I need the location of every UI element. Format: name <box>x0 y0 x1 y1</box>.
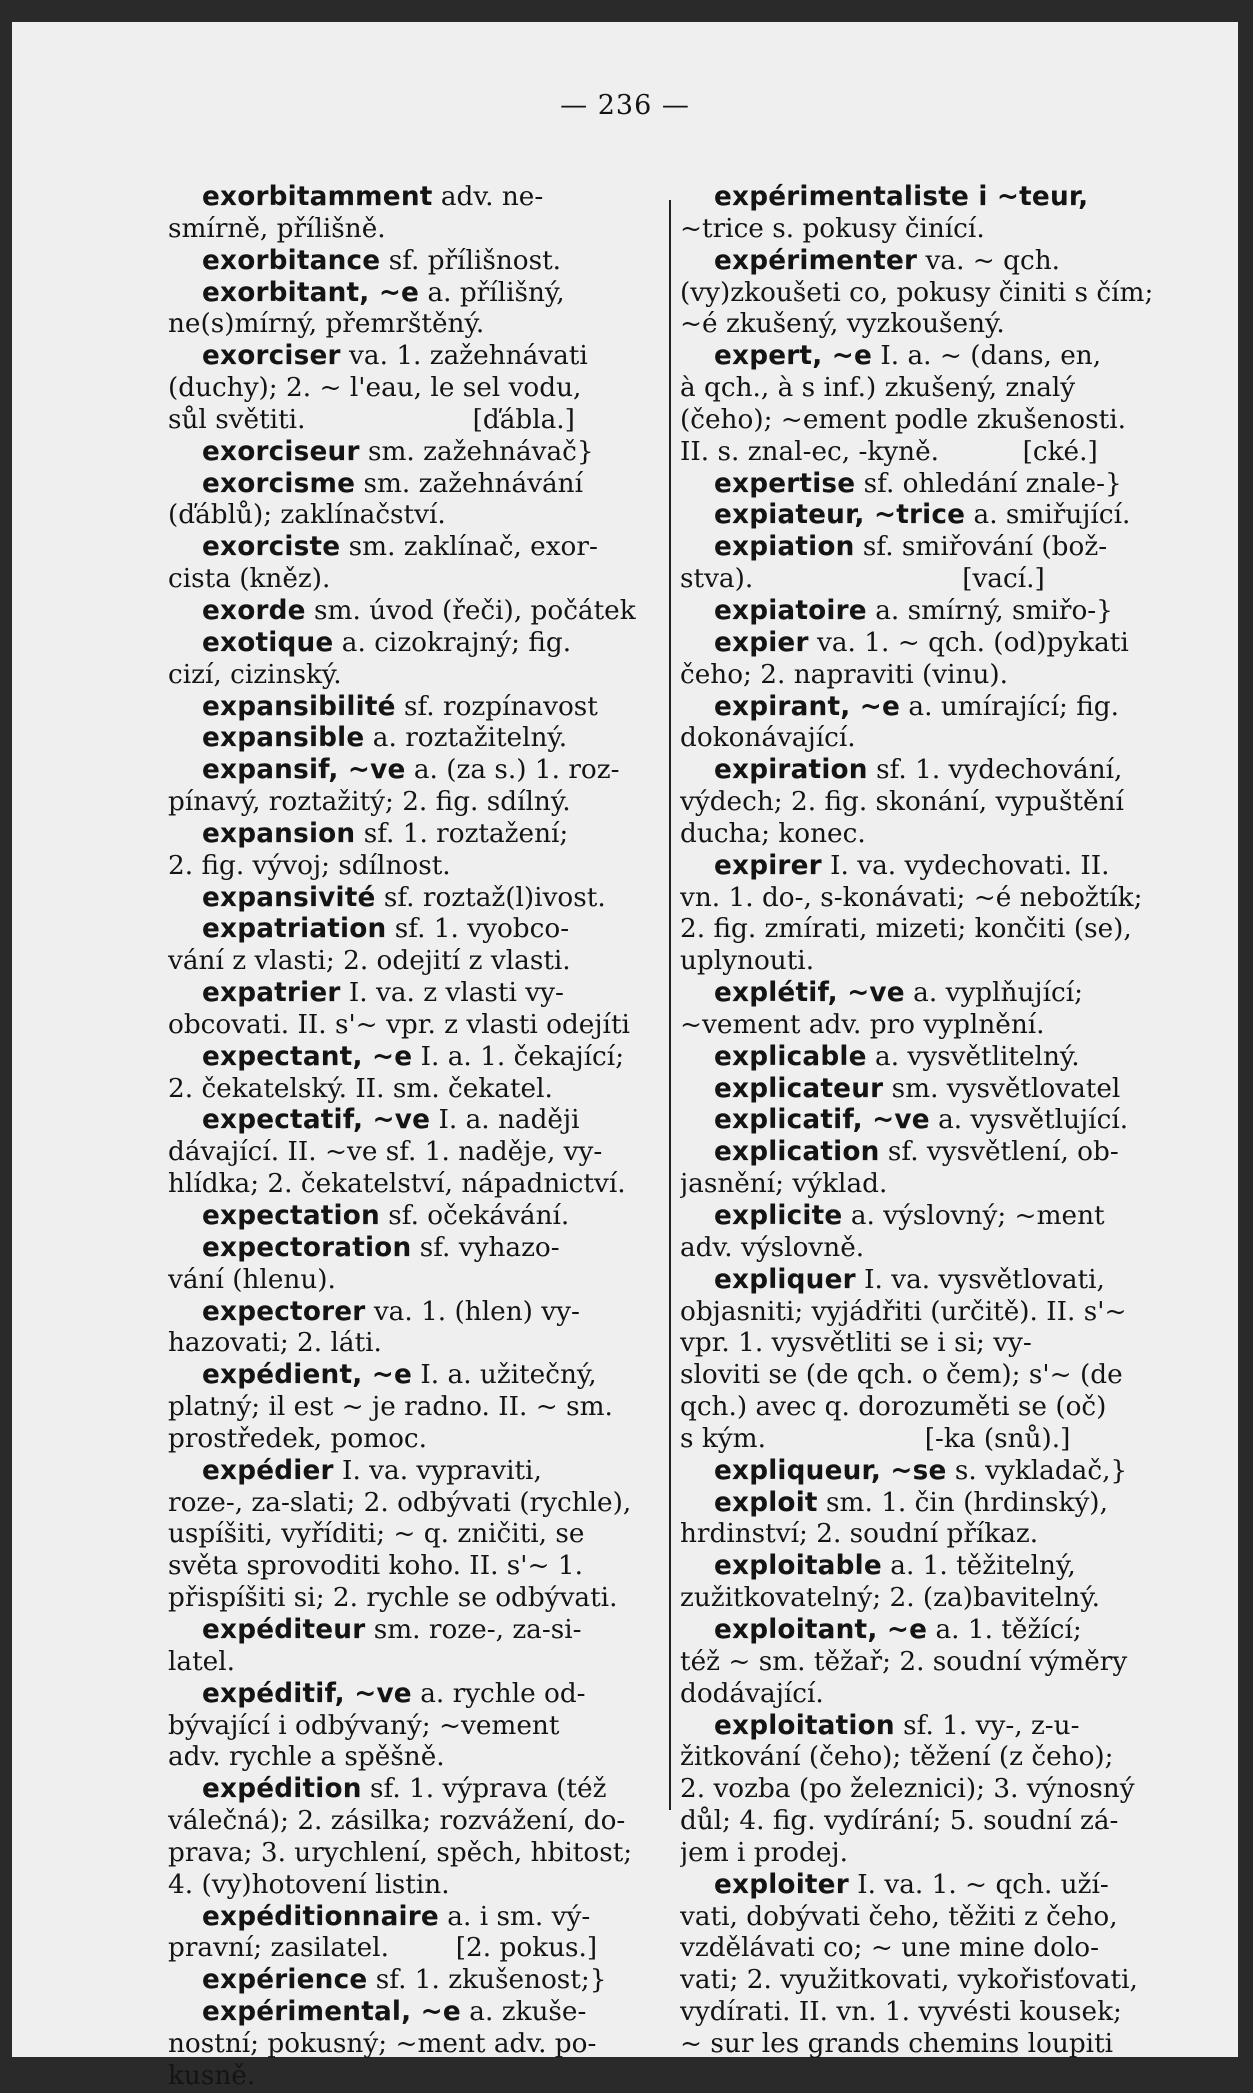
headword: expérimenter <box>714 245 918 276</box>
entry-continuation: uplynouti. <box>680 946 815 977</box>
headword: explicite <box>714 1201 843 1231</box>
definition: a. smírný, smiřo-} <box>866 595 1113 626</box>
entry-headline <box>168 819 658 851</box>
entry-continuation: přispíšiti si; 2. rychle se odbývati. <box>168 1583 618 1614</box>
headword: expérimental, ~e <box>202 1997 461 2028</box>
definition: I. a. naději <box>430 1105 580 1136</box>
entry-headline <box>168 1679 658 1711</box>
headword: explicable <box>714 1041 867 1072</box>
definition: sf. vysvětlení, ob- <box>879 1137 1119 1168</box>
definition: sf. ohledání znale-} <box>855 468 1122 499</box>
headword: exploit <box>714 1487 818 1518</box>
definition: sf. rozpínavost <box>395 691 598 722</box>
entry-continuation: platný; il est ~ je radno. II. ~ sm. <box>168 1392 613 1423</box>
entry-headline <box>680 246 1178 278</box>
entry-continuation: vání (hlenu). <box>168 1264 336 1295</box>
entry-continuation: jasnění; výklad. <box>680 1169 888 1200</box>
headword: exorde <box>202 595 306 626</box>
headword: exorbitamment <box>202 182 433 212</box>
definition: sf. 1. výprava (též <box>361 1774 607 1805</box>
entry-headline <box>168 883 658 915</box>
definition: a. cizokrajný; fig. <box>333 627 572 658</box>
definition: sm. 1. čin (hrdinský), <box>817 1487 1108 1518</box>
entry-continuation: důl; 4. fig. vydírání; 5. soudní zá- <box>680 1806 1119 1837</box>
entry-headline <box>680 1265 1178 1297</box>
entry-continuation: smírně, přílišně. <box>168 213 386 244</box>
definition: sm. zažehnávání <box>355 468 584 499</box>
entry-continuation: ~trice s. pokusy činící. <box>680 213 985 244</box>
definition: a. i sm. vý- <box>438 1901 591 1932</box>
headword: exorcisme <box>202 468 356 499</box>
entry-continuation: válečná); 2. zásilka; rozvážení, do- <box>168 1806 626 1837</box>
entry-headline <box>680 469 1178 501</box>
entry-headline <box>168 978 658 1010</box>
entry-headline <box>168 723 658 755</box>
entry-continuation: pínavý, roztažitý; 2. fig. sdílný. <box>168 787 571 818</box>
entry-continuation: cizí, cizinský. <box>168 659 342 690</box>
entry-headline <box>680 1042 1178 1074</box>
entry-continuation: adv. výslovně. <box>680 1232 865 1263</box>
entry-continuation: sloviti se (de qch. o čem); s'~ (de <box>680 1360 1123 1391</box>
definition: sm. zažehnávač} <box>359 436 594 467</box>
definition: I. va. vydechovati. II. <box>821 850 1110 881</box>
entry-headline <box>168 1615 658 1647</box>
entry-continuation: kusně. <box>168 2060 256 2091</box>
entry-headline <box>680 1488 1178 1520</box>
entry-headline <box>168 532 658 564</box>
entry-continuation: čeho; 2. napraviti (vinu). <box>680 659 1009 690</box>
headword: exorbitant, ~e <box>202 277 420 308</box>
entry-continuation: ne(s)mírný, přemrštěný. <box>168 309 485 340</box>
entry-headline <box>168 692 658 724</box>
definition: a. umírající; fig. <box>900 691 1120 722</box>
entry-headline <box>168 182 658 214</box>
definition: adv. ne- <box>432 182 544 212</box>
headword: exploitation <box>714 1710 895 1741</box>
entry-headline <box>168 1997 658 2029</box>
entry-headline <box>168 1297 658 1329</box>
right-column <box>680 182 1178 2061</box>
definition: sm. roze-, za-si- <box>365 1614 582 1645</box>
definition: a. přílišný, <box>419 277 565 308</box>
headword: expectoration <box>202 1232 412 1263</box>
headword: expatrier <box>202 978 341 1009</box>
headword: expiateur, ~trice <box>714 500 966 531</box>
definition: sf. 1. vy-, z-u- <box>894 1710 1080 1741</box>
headword: expiation <box>714 532 855 563</box>
headword: explicateur <box>714 1073 884 1104</box>
definition: sf. očekávání. <box>379 1201 570 1231</box>
entry-headline <box>680 628 1178 660</box>
definition: a. 1. těžitelný, <box>881 1551 1076 1582</box>
definition: a. vyplňující; <box>904 978 1083 1009</box>
entry-headline <box>680 341 1178 373</box>
entry-continuation: uspíšiti, vyříditi; ~ q. zničiti, se <box>168 1519 585 1550</box>
definition: a. (za s.) 1. roz- <box>405 755 620 786</box>
page-number: — 236 — <box>560 90 690 121</box>
headword: explication <box>714 1137 880 1168</box>
entry-continuation: vn. 1. do-, s-konávati; ~é nebožtík; <box>680 882 1143 913</box>
entry-continuation: adv. rychle a spěšně. <box>168 1742 445 1773</box>
entry-headline <box>680 1551 1178 1583</box>
entry-continuation: (duchy); 2. ~ l'eau, le sel vodu, <box>168 373 582 404</box>
entry-headline <box>680 755 1178 787</box>
entry-continuation: 2. fig. zmírati, mizeti; končiti (se), <box>680 914 1132 945</box>
entry-continuation: latel. <box>168 1646 235 1677</box>
entry-continuation: dávající. II. ~ve sf. 1. naděje, vy- <box>168 1137 603 1168</box>
headword: expertise <box>714 468 856 499</box>
entry-continuation: ~é zkušený, vyzkoušený. <box>680 309 1005 340</box>
entry-headline <box>168 1042 658 1074</box>
definition: sf. 1. vydechování, <box>867 755 1123 786</box>
entry-headline <box>168 1774 658 1806</box>
headword: expectation <box>202 1201 380 1231</box>
headword: explicatif, ~ve <box>714 1105 930 1136</box>
entry-headline <box>168 246 658 278</box>
entry-continuation: též ~ sm. těžař; 2. soudní výměry <box>680 1646 1128 1677</box>
entry-continuation: hazovati; 2. láti. <box>168 1328 382 1359</box>
headword: expectatif, ~ve <box>202 1105 431 1136</box>
entry-continuation: 2. čekatelský. II. sm. čekatel. <box>168 1073 553 1104</box>
entry-continuation: pravní; zasilatel. [2. pokus.] <box>168 1933 598 1964</box>
definition: a. zkuše- <box>460 1997 587 2028</box>
entry-continuation: ~ sur les grands chemins loupiti <box>680 2028 1114 2059</box>
headword: expédier <box>202 1455 334 1486</box>
entry-headline <box>680 182 1178 214</box>
definition: s. vykladač,} <box>946 1455 1128 1486</box>
headword: exotique <box>202 627 334 658</box>
entry-continuation: prava; 3. urychlení, spěch, hbitost; <box>168 1837 633 1868</box>
headword: expansivité <box>202 882 376 913</box>
entry-headline <box>680 978 1178 1010</box>
definition: a. smiřující. <box>965 500 1131 531</box>
entry-headline <box>168 1105 658 1137</box>
definition: a. výslovný; ~ment <box>842 1201 1105 1231</box>
definition: a. vysvětlující. <box>929 1105 1129 1136</box>
entry-headline <box>680 1870 1178 1902</box>
headword: expédient, ~e <box>202 1360 413 1391</box>
entry-continuation: 4. (vy)hotovení listin. <box>168 1869 450 1900</box>
definition: a. roztažitelný. <box>364 723 568 754</box>
entry-headline <box>680 1137 1178 1169</box>
headword: exorbitance <box>202 245 381 276</box>
entry-headline <box>680 596 1178 628</box>
definition: I. va. z vlasti vy- <box>340 978 564 1009</box>
definition: sf. smiřování (bož- <box>854 532 1108 563</box>
definition: sf. 1. vyobco- <box>386 914 570 945</box>
entry-continuation: dokonávající. <box>680 723 856 754</box>
entry-continuation: II. s. znal-ec, -kyně. [cké.] <box>680 436 1098 467</box>
entry-continuation: qch.) avec q. dorozuměti se (oč) <box>680 1392 1107 1423</box>
headword: expectorer <box>202 1296 366 1327</box>
entry-headline <box>168 341 658 373</box>
definition: va. ~ qch. <box>917 245 1061 276</box>
definition: sm. úvod (řeči), počátek <box>305 595 636 626</box>
entry-headline <box>168 1233 658 1265</box>
entry-headline <box>680 532 1178 564</box>
headword: expliqueur, ~se <box>714 1455 947 1486</box>
entry-continuation: cista (kněz). <box>168 564 331 595</box>
entry-headline <box>168 278 658 310</box>
definition: sf. přílišnost. <box>380 245 562 276</box>
headword: exploiter <box>714 1869 849 1900</box>
headword: expectant, ~e <box>202 1041 413 1072</box>
entry-headline <box>168 1902 658 1934</box>
entry-continuation: sůl světiti. [ďábla.] <box>168 404 575 435</box>
definition: sf. vyhazo- <box>411 1232 560 1263</box>
entry-continuation: ~vement adv. pro vyplnění. <box>680 1009 1045 1040</box>
entry-continuation: (čeho); ~ement podle zkušenosti. <box>680 404 1126 435</box>
entry-headline <box>680 692 1178 724</box>
entry-continuation: à qch., à s inf.) zkušený, znalý <box>680 373 1076 404</box>
entry-continuation: vzdělávati co; ~ une mine dolo- <box>680 1933 1100 1964</box>
headword: expéditif, ~ve <box>202 1678 412 1709</box>
definition: a. rychle od- <box>411 1678 586 1709</box>
dictionary-page <box>12 22 1238 2091</box>
entry-continuation: vydírati. II. vn. 1. vyvésti kousek; <box>680 1997 1122 2028</box>
entry-continuation: roze-, za-slati; 2. odbývati (rychle), <box>168 1487 632 1518</box>
headword: exploitant, ~e <box>714 1614 928 1645</box>
headword: expéditionnaire <box>202 1901 439 1932</box>
entry-continuation: 2. vozba (po železnici); 3. výnosný <box>680 1774 1135 1805</box>
headword: expatriation <box>202 914 387 945</box>
definition: sf. 1. zkušenost;} <box>367 1965 607 1996</box>
entry-continuation: ducha; konec. <box>680 818 866 849</box>
entry-continuation: zužitkovatelný; 2. (za)bavitelný. <box>680 1583 1100 1614</box>
headword: expansible <box>202 723 365 754</box>
definition: I. va. 1. ~ qch. uží- <box>848 1869 1109 1900</box>
headword: expédition <box>202 1774 362 1805</box>
headword: exorciste <box>202 532 341 563</box>
headword: expansibilité <box>202 691 396 722</box>
headword: expiatoire <box>714 595 867 626</box>
entry-continuation: 2. fig. vývoj; sdílnost. <box>168 850 451 881</box>
entry-headline <box>680 1201 1178 1233</box>
headword: expansif, ~ve <box>202 755 406 786</box>
entry-headline <box>680 1456 1178 1488</box>
headword: expert, ~e <box>714 341 873 372</box>
headword: expirer <box>714 850 822 881</box>
entry-continuation: žitkování (čeho); těžení (z čeho); <box>680 1742 1114 1773</box>
entry-headline <box>680 1074 1178 1106</box>
entry-continuation: dodávající. <box>680 1678 824 1709</box>
definition: sm. zaklínač, exor- <box>340 532 598 563</box>
headword: exorciser <box>202 341 341 372</box>
entry-continuation: (vy)zkoušeti co, pokusy činiti s čím; <box>680 277 1154 308</box>
entry-headline <box>680 500 1178 532</box>
entry-continuation: s kým. [-ka (snů).] <box>680 1423 1071 1454</box>
left-column <box>168 182 658 2093</box>
headword: expliquer <box>714 1264 856 1295</box>
headword: exorciseur <box>202 436 360 467</box>
entry-continuation: nostní; pokusný; ~ment adv. po- <box>168 2028 597 2059</box>
entry-headline <box>168 1456 658 1488</box>
entry-continuation: stva). [vací.] <box>680 564 1045 595</box>
entry-headline <box>680 1105 1178 1137</box>
entry-continuation: výdech; 2. fig. skonání, vypuštění <box>680 787 1124 818</box>
headword: expérimentaliste i ~teur, <box>714 182 1089 212</box>
column-divider <box>669 200 671 1810</box>
entry-continuation: vati; 2. využitkovati, vykořisťovati, <box>680 1965 1138 1996</box>
entry-headline <box>168 914 658 946</box>
entry-headline <box>168 1201 658 1233</box>
definition: I. a. ~ (dans, en, <box>872 341 1102 372</box>
definition: I. a. užitečný, <box>412 1360 597 1391</box>
headword: expérience <box>202 1965 368 1996</box>
headword: expier <box>714 627 809 658</box>
headword: exploitable <box>714 1551 882 1582</box>
entry-headline <box>168 469 658 501</box>
definition: sf. roztaž(l)ivost. <box>375 882 606 913</box>
entry-headline <box>680 851 1178 883</box>
entry-continuation: vati, dobývati čeho, těžiti z čeho, <box>680 1901 1118 1932</box>
entry-continuation: hlídka; 2. čekatelství, nápadnictví. <box>168 1169 626 1200</box>
entry-continuation: (ďáblů); zaklínačství. <box>168 500 446 531</box>
entry-headline <box>168 437 658 469</box>
entry-headline <box>680 1711 1178 1743</box>
headword: expirant, ~e <box>714 691 901 722</box>
entry-headline <box>168 596 658 628</box>
entry-continuation: vpr. 1. vysvětliti se i si; vy- <box>680 1328 1032 1359</box>
definition: va. 1. zažehnávati <box>340 341 588 372</box>
entry-continuation: světa sprovoditi koho. II. s'~ 1. <box>168 1551 584 1582</box>
entry-headline <box>168 1965 658 1997</box>
definition: va. 1. (hlen) vy- <box>365 1296 580 1327</box>
entry-headline <box>168 1360 658 1392</box>
entry-headline <box>168 755 658 787</box>
entry-continuation: prostředek, pomoc. <box>168 1423 428 1454</box>
entry-continuation: objasniti; vyjádřiti (určitě). II. s'~ <box>680 1296 1127 1327</box>
definition: sf. 1. roztažení; <box>355 818 569 849</box>
definition: va. 1. ~ qch. (od)pykati <box>808 627 1129 658</box>
entry-continuation: obcovati. II. s'~ vpr. z vlasti odejíti <box>168 1009 630 1040</box>
headword: expéditeur <box>202 1614 366 1645</box>
entry-continuation: vání z vlasti; 2. odejití z vlasti. <box>168 946 571 977</box>
definition: sm. vysvětlovatel <box>883 1073 1121 1104</box>
entry-headline <box>680 1615 1178 1647</box>
entry-continuation: bývající i odbývaný; ~vement <box>168 1710 560 1741</box>
entry-continuation: jem i prodej. <box>680 1837 848 1868</box>
headword: expiration <box>714 755 868 786</box>
definition: I. va. vypraviti, <box>333 1455 542 1486</box>
headword: explétif, ~ve <box>714 978 905 1009</box>
entry-continuation: hrdinství; 2. soudní příkaz. <box>680 1519 1039 1550</box>
headword: expansion <box>202 818 356 849</box>
definition: a. vysvětlitelný. <box>866 1041 1080 1072</box>
definition: a. 1. těžící; <box>927 1614 1082 1645</box>
definition: I. va. vysvětlovati, <box>855 1264 1105 1295</box>
entry-headline <box>168 628 658 660</box>
definition: I. a. 1. čekající; <box>412 1041 625 1072</box>
